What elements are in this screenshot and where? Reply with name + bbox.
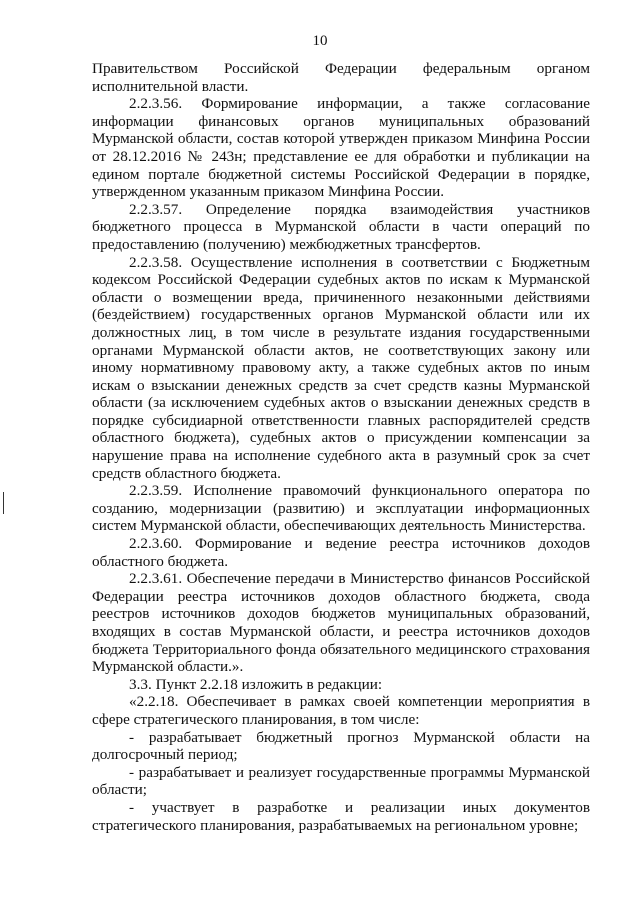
list-item-strategic-documents: - участвует в разработке и реализации иных документов стратегического планирования, разрабатываемых на региональном уровне; [92, 798, 590, 834]
paragraph-2-2-3-59: 2.2.3.59. Исполнение правомочий функционального оператора по созданию, модернизации (развитию) и эксплуатации информационных систем Мурманской области, обеспечивающих деятельность Министерства. [92, 482, 590, 535]
paragraph-2-2-3-56: 2.2.3.56. Формирование информации, а также согласование информации финансовых органов муниципальных образований Мурманской области, состав которой утвержден приказом Минфина России от 28.12.2016 № 243н; представление ее для обработки и публикации на едином портале бюджетной системы Российской Федерации в порядке, утвержденном указанным приказом Минфина России. [92, 95, 590, 201]
paragraph-2-2-18: «2.2.18. Обеспечивает в рамках своей компетенции мероприятия в сфере стратегического планирования, в том числе: [92, 693, 590, 728]
document-body [92, 60, 590, 834]
list-item-budget-forecast: - разрабатывает бюджетный прогноз Мурманской области на долгосрочный период; [92, 728, 590, 764]
list-item-state-programs: - разрабатывает и реализует государственные программы Мурманской области; [92, 763, 590, 799]
page-number: 10 [312, 33, 328, 49]
paragraph-intro: Правительством Российской Федерации федеральным органом исполнительной власти. [92, 60, 590, 95]
paragraph-2-2-3-61: 2.2.3.61. Обеспечение передачи в Министерство финансов Российской Федерации реестра источников доходов областного бюджета, свода реестров источников доходов бюджетов муниципальных образований, входящих в состав Мурманской области, и реестра источников доходов бюджета Территориального фонда обязательного медицинского страхования Мурманской области.». [92, 570, 590, 676]
paragraph-2-2-3-57: 2.2.3.57. Определение порядка взаимодействия участников бюджетного процесса в Мурманской области в части операций по предоставлению (получению) межбюджетных трансфертов. [92, 200, 590, 253]
paragraph-2-2-3-58: 2.2.3.58. Осуществление исполнения в соответствии с Бюджетным кодексом Российской Федерации судебных актов по искам к Мурманской области о возмещении вреда, причиненного незаконными действиями (бездействием) государственных органов Мурманской области или их должностных лиц, в том числе в результате издания государственными органами Мурманской области актов, не соответствующих закону или иному нормативному правовому акту, а также судебных актов по иным искам о взыскании денежных средств за счет средств казны Мурманской области (за исключением судебных актов о взыскании денежных средств в порядке субсидиарной ответственности главных распорядителей средств областного бюджета), судебных актов о присуждении компенсации за нарушение права на исполнение судебного акта в разумный срок за счет средств областного бюджета. [92, 253, 590, 482]
paragraph-3-3: 3.3. Пункт 2.2.18 изложить в редакции: [129, 675, 383, 693]
paragraph-2-2-3-60: 2.2.3.60. Формирование и ведение реестра источников доходов областного бюджета. [92, 535, 590, 570]
margin-mark [3, 492, 4, 514]
